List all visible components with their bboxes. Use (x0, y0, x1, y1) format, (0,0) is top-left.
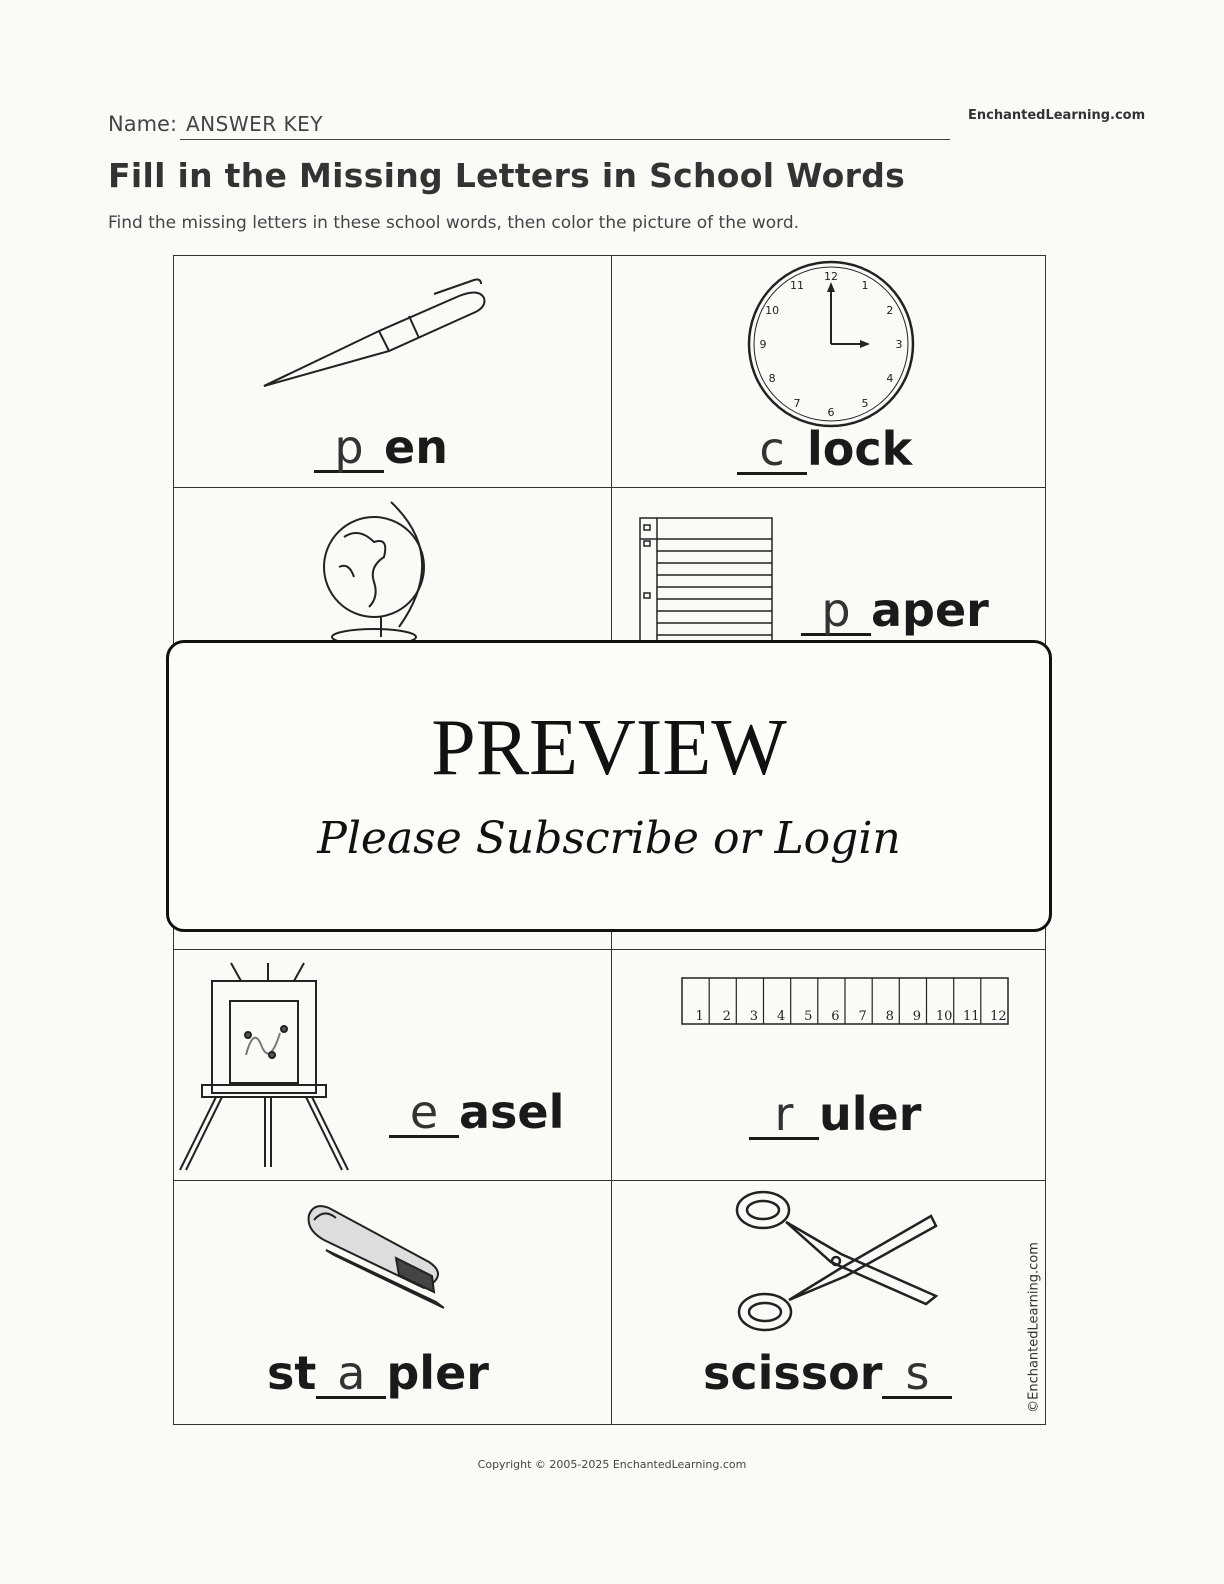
cell-easel (174, 949, 609, 1182)
word-stapler: st a pler (267, 1346, 489, 1400)
scissors-icon (731, 1186, 941, 1336)
paper-icon (639, 517, 774, 657)
subscribe-login-prompt[interactable]: Please Subscribe or Login (317, 813, 901, 864)
instructions: Find the missing letters in these school words, then color the picture of the word. (108, 213, 800, 233)
pen-icon (259, 276, 499, 396)
cell-pen (174, 256, 609, 489)
ruler-number: 6 (831, 1009, 840, 1024)
clock-number: 4 (886, 372, 894, 385)
preview-title: PREVIEW (431, 704, 787, 792)
word-clock: c lock (737, 426, 912, 475)
clock-number: 10 (765, 304, 780, 317)
ruler-icon (681, 977, 1011, 1027)
ruler-number: 8 (885, 1009, 894, 1024)
answer-blank: e (389, 1091, 459, 1138)
word-paper: p aper (801, 587, 989, 636)
clock-number: 7 (793, 396, 801, 410)
name-value: ANSWER KEY (186, 112, 323, 136)
side-copyright (1024, 1240, 1044, 1420)
footer-copyright: Copyright © 2005-2025 EnchantedLearning.com (477, 1458, 747, 1471)
answer-blank: c (737, 428, 807, 475)
cell-stapler (174, 1180, 609, 1413)
ruler-number: 12 (990, 1009, 1007, 1024)
answer-blank: a (316, 1352, 386, 1399)
easel-icon (176, 955, 361, 1177)
site-name: EnchantedLearning.com (968, 108, 1146, 123)
ruler-number: 7 (858, 1009, 867, 1024)
clock-number: 3 (895, 338, 903, 351)
cell-clock (611, 256, 1046, 489)
word-ruler: r uler (749, 1091, 921, 1140)
word-pen: p en (314, 424, 448, 473)
cell-scissors (611, 1180, 1046, 1413)
side-copyright-text: ©EnchantedLearning.com (1026, 1242, 1042, 1413)
clock-number: 2 (886, 304, 894, 317)
answer-blank: r (749, 1093, 819, 1140)
ruler-number: 4 (776, 1009, 786, 1024)
name-row (108, 108, 950, 140)
answer-blank: p (314, 426, 384, 473)
ruler-number: 5 (804, 1009, 813, 1024)
name-line (180, 139, 950, 140)
ruler-number: 3 (749, 1009, 759, 1024)
clock-number: 9 (759, 338, 767, 351)
name-label: Name: (108, 112, 178, 136)
ruler-number: 10 (935, 1009, 953, 1024)
stapler-icon (304, 1200, 449, 1310)
answer-blank: p (801, 589, 871, 636)
word-scissors: scissor s (703, 1350, 952, 1399)
cell-ruler (611, 949, 1046, 1182)
clock-number: 12 (824, 270, 838, 283)
clock-number: 5 (861, 396, 869, 410)
clock-number: 8 (768, 372, 776, 385)
ruler-number: 11 (963, 1009, 980, 1024)
ruler-number: 2 (722, 1009, 731, 1024)
clock-number: 11 (790, 279, 804, 293)
answer-blank: s (882, 1352, 952, 1399)
ruler-number: 1 (695, 1009, 704, 1024)
ruler-number: 9 (912, 1009, 922, 1024)
word-easel: e asel (389, 1089, 564, 1138)
preview-overlay[interactable] (166, 640, 1052, 932)
globe-icon (319, 497, 444, 642)
clock-number: 1 (861, 279, 869, 293)
clock-icon (746, 260, 916, 428)
page-title: Fill in the Missing Letters in School Words (108, 156, 906, 195)
clock-number: 6 (827, 406, 835, 419)
